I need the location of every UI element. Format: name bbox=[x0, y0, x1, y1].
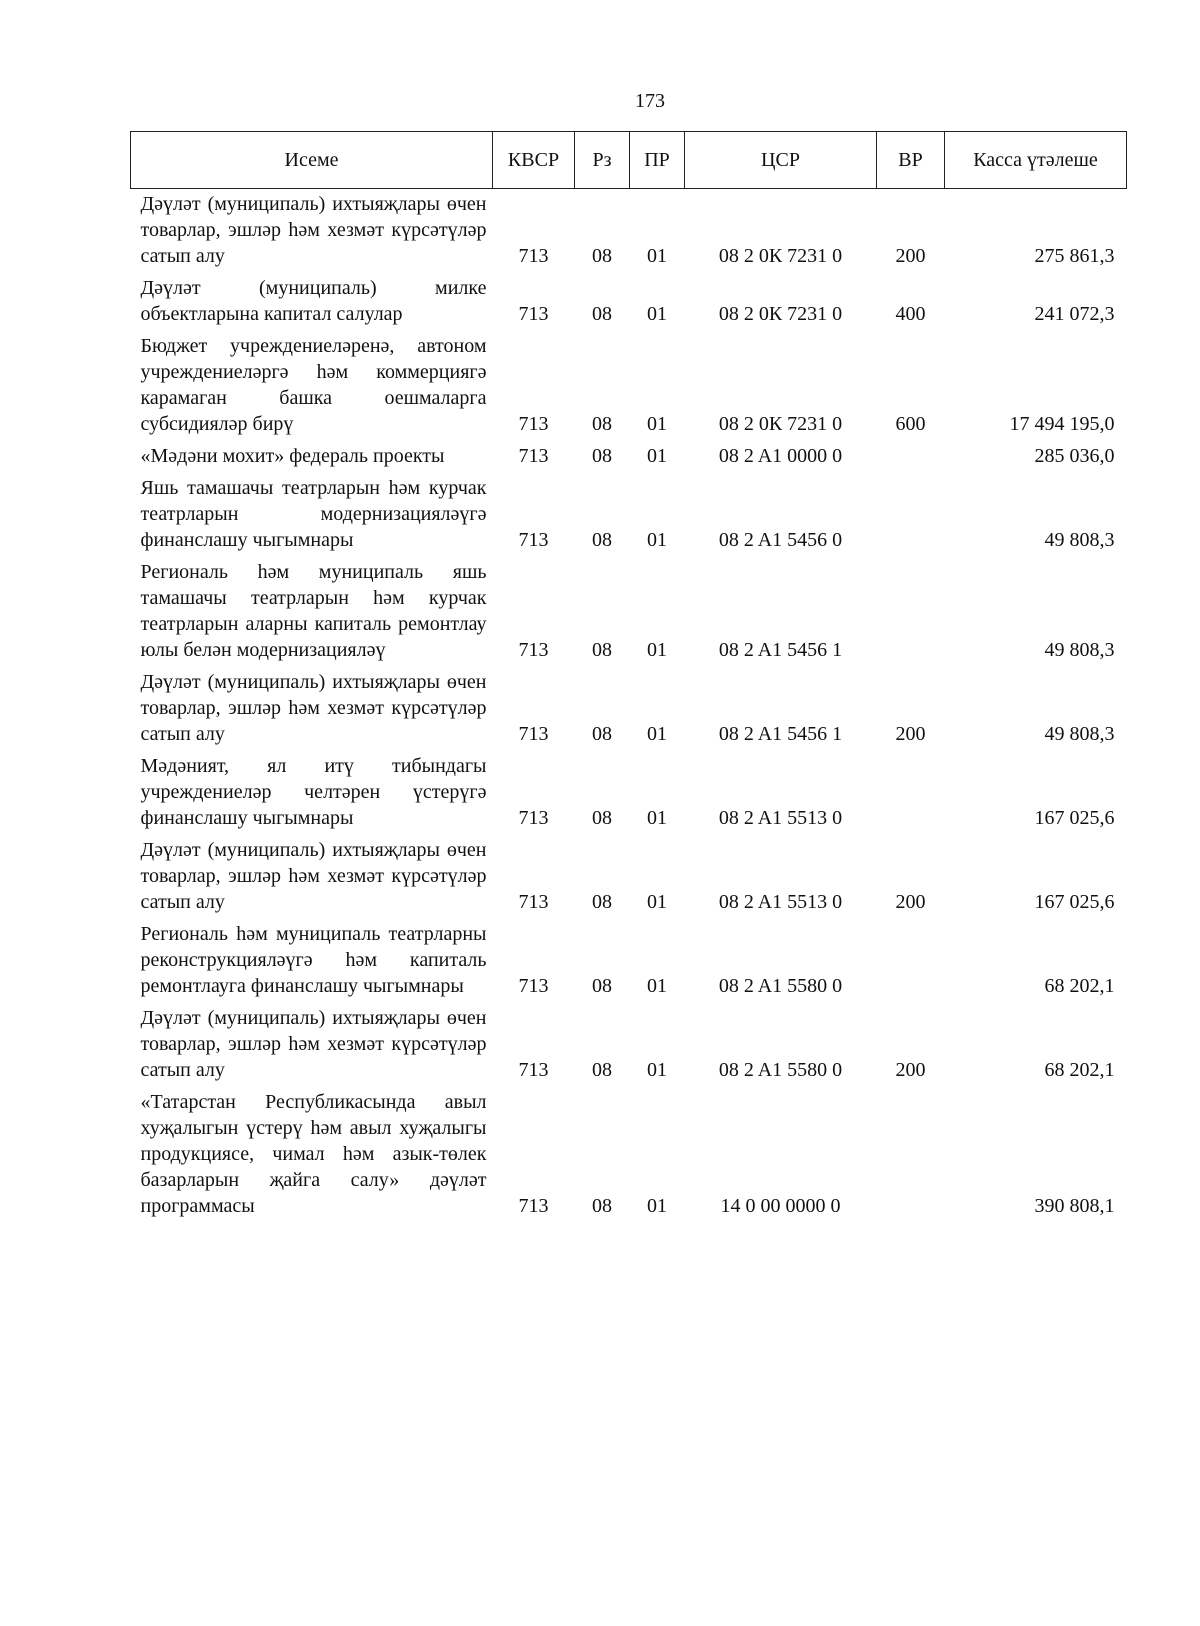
cell-vr bbox=[877, 1087, 945, 1223]
cell-rz: 08 bbox=[592, 639, 612, 661]
cell-tsr: 08 2 A1 5456 1 bbox=[718, 639, 843, 661]
cell-tsr: 08 2 0К 7231 0 bbox=[718, 303, 843, 325]
cell-kvsr: 713 bbox=[518, 445, 549, 467]
table-row bbox=[131, 751, 1127, 835]
table-row bbox=[131, 331, 1127, 441]
cell-rz: 08 bbox=[592, 807, 612, 829]
table-row bbox=[131, 919, 1127, 1003]
cell-tsr: 08 2 0К 7231 0 bbox=[718, 245, 843, 267]
cell-name: Региональ һәм муниципаль яшь тамашачы театрларын һәм курчак театрларын аларны капиталь ремонтлау юлы белән модернизацияләү bbox=[140, 561, 487, 661]
cell-tsr: 08 2 A1 5580 0 bbox=[718, 1059, 843, 1081]
cell-vr bbox=[877, 557, 945, 667]
cell-kvsr: 713 bbox=[518, 723, 549, 745]
cell-pr: 01 bbox=[647, 445, 667, 467]
cell-name: Яшь тамашачы театрларын һәм курчак театрларын модернизацияләүгә финанслашу чыгымнары bbox=[140, 477, 487, 551]
cell-pr: 01 bbox=[647, 303, 667, 325]
cell-kvsr: 713 bbox=[518, 1059, 549, 1081]
cell-pr: 01 bbox=[647, 639, 667, 661]
cell-pr: 01 bbox=[647, 975, 667, 997]
cell-name: Бюджет учреждениеләренә, автоном учреждениеләргә һәм коммерциягә карамаган башка оешмаларга субсидияләр бирү bbox=[140, 335, 487, 435]
cell-pr: 01 bbox=[647, 807, 667, 829]
table-row bbox=[131, 273, 1127, 331]
header-name: Исеме bbox=[131, 132, 493, 189]
cell-rz: 08 bbox=[592, 529, 612, 551]
cell-kvsr: 713 bbox=[518, 529, 549, 551]
cell-kassa: 285 036,0 bbox=[1034, 445, 1115, 467]
cell-rz: 08 bbox=[592, 975, 612, 997]
cell-pr: 01 bbox=[647, 891, 667, 913]
cell-vr: 200 bbox=[895, 723, 926, 745]
cell-rz: 08 bbox=[592, 413, 612, 435]
cell-tsr: 08 2 A1 5513 0 bbox=[718, 891, 843, 913]
cell-kassa: 49 808,3 bbox=[1044, 529, 1115, 551]
header-kassa: Касса үтәлеше bbox=[945, 132, 1127, 189]
cell-name: Дәүләт (муниципаль) милке объектларына капитал салулар bbox=[140, 277, 487, 325]
cell-kassa: 275 861,3 bbox=[1034, 245, 1115, 267]
header-vr: ВР bbox=[877, 132, 945, 189]
table-row bbox=[131, 1087, 1127, 1223]
cell-vr: 400 bbox=[895, 303, 926, 325]
cell-vr: 200 bbox=[895, 1059, 926, 1081]
cell-tsr: 08 2 A1 5456 1 bbox=[718, 723, 843, 745]
cell-name: Дәүләт (муниципаль) ихтыяҗлары өчен товарлар, эшләр һәм хезмәт күрсәтүләр сатып алу bbox=[140, 193, 487, 267]
cell-kvsr: 713 bbox=[518, 639, 549, 661]
cell-rz: 08 bbox=[592, 245, 612, 267]
cell-kassa: 68 202,1 bbox=[1044, 1059, 1115, 1081]
page-number: 173 bbox=[635, 90, 665, 112]
cell-rz: 08 bbox=[592, 891, 612, 913]
cell-kassa: 167 025,6 bbox=[1034, 807, 1115, 829]
cell-kvsr: 713 bbox=[518, 245, 549, 267]
cell-kassa: 390 808,1 bbox=[1034, 1195, 1115, 1217]
table-row bbox=[131, 441, 1127, 473]
cell-rz: 08 bbox=[592, 723, 612, 745]
cell-kassa: 167 025,6 bbox=[1034, 891, 1115, 913]
cell-pr: 01 bbox=[647, 723, 667, 745]
cell-name: Дәүләт (муниципаль) ихтыяҗлары өчен товарлар, эшләр һәм хезмәт күрсәтүләр сатып алу bbox=[140, 839, 487, 913]
table-row bbox=[131, 1003, 1127, 1087]
cell-pr: 01 bbox=[647, 245, 667, 267]
cell-tsr: 08 2 A1 5513 0 bbox=[718, 807, 843, 829]
table-row bbox=[131, 835, 1127, 919]
cell-tsr: 08 2 A1 0000 0 bbox=[718, 445, 843, 467]
budget-table bbox=[130, 131, 1127, 1223]
cell-vr bbox=[877, 919, 945, 1003]
cell-kassa: 68 202,1 bbox=[1044, 975, 1115, 997]
cell-vr: 200 bbox=[895, 891, 926, 913]
cell-pr: 01 bbox=[647, 1195, 667, 1217]
table-row bbox=[131, 667, 1127, 751]
cell-vr: 600 bbox=[895, 413, 926, 435]
cell-kassa: 241 072,3 bbox=[1034, 303, 1115, 325]
cell-kvsr: 713 bbox=[518, 891, 549, 913]
cell-kvsr: 713 bbox=[518, 807, 549, 829]
cell-kassa: 49 808,3 bbox=[1044, 723, 1115, 745]
cell-kassa: 49 808,3 bbox=[1044, 639, 1115, 661]
table-row bbox=[131, 473, 1127, 557]
header-tsr: ЦСР bbox=[685, 132, 877, 189]
cell-rz: 08 bbox=[592, 1059, 612, 1081]
cell-name: Региональ һәм муниципаль театрларны реконструкцияләүгә һәм капиталь ремонтлауга финанслашу чыгымнары bbox=[140, 923, 487, 997]
cell-vr bbox=[877, 751, 945, 835]
header-kvsr: КВСР bbox=[493, 132, 575, 189]
cell-kvsr: 713 bbox=[518, 413, 549, 435]
table-row bbox=[131, 557, 1127, 667]
cell-tsr: 08 2 0К 7231 0 bbox=[718, 413, 843, 435]
table-body bbox=[131, 189, 1127, 1224]
cell-pr: 01 bbox=[647, 529, 667, 551]
table-header bbox=[131, 132, 1127, 189]
cell-kvsr: 713 bbox=[518, 1195, 549, 1217]
cell-name: Мәдәният, ял итү тибындагы учреждениеләр челтәрен үстерүгә финанслашу чыгымнары bbox=[140, 755, 487, 829]
cell-name: Дәүләт (муниципаль) ихтыяҗлары өчен товарлар, эшләр һәм хезмәт күрсәтүләр сатып алу bbox=[140, 671, 487, 745]
cell-name: «Мәдәни мохит» федераль проекты bbox=[140, 445, 445, 467]
cell-tsr: 08 2 A1 5456 0 bbox=[718, 529, 843, 551]
table-row bbox=[131, 189, 1127, 274]
cell-rz: 08 bbox=[592, 1195, 612, 1217]
cell-kvsr: 713 bbox=[518, 303, 549, 325]
cell-pr: 01 bbox=[647, 413, 667, 435]
cell-pr: 01 bbox=[647, 1059, 667, 1081]
cell-name: Дәүләт (муниципаль) ихтыяҗлары өчен товарлар, эшләр һәм хезмәт күрсәтүләр сатып алу bbox=[140, 1007, 487, 1081]
cell-name: «Татарстан Республикасында авыл хуҗалыгын үстерү һәм авыл хуҗалыгы продукциясе, чимал һәм азык-төлек базарларын җайга салу» дәүләт программасы bbox=[140, 1091, 487, 1217]
cell-kassa: 17 494 195,0 bbox=[1009, 413, 1115, 435]
header-pr: ПР bbox=[630, 132, 685, 189]
cell-kvsr: 713 bbox=[518, 975, 549, 997]
cell-rz: 08 bbox=[592, 303, 612, 325]
cell-tsr: 14 0 00 0000 0 bbox=[720, 1195, 841, 1217]
cell-vr bbox=[877, 441, 945, 473]
cell-vr bbox=[877, 473, 945, 557]
header-rz: Рз bbox=[575, 132, 630, 189]
cell-vr: 200 bbox=[895, 245, 926, 267]
cell-rz: 08 bbox=[592, 445, 612, 467]
cell-tsr: 08 2 A1 5580 0 bbox=[718, 975, 843, 997]
